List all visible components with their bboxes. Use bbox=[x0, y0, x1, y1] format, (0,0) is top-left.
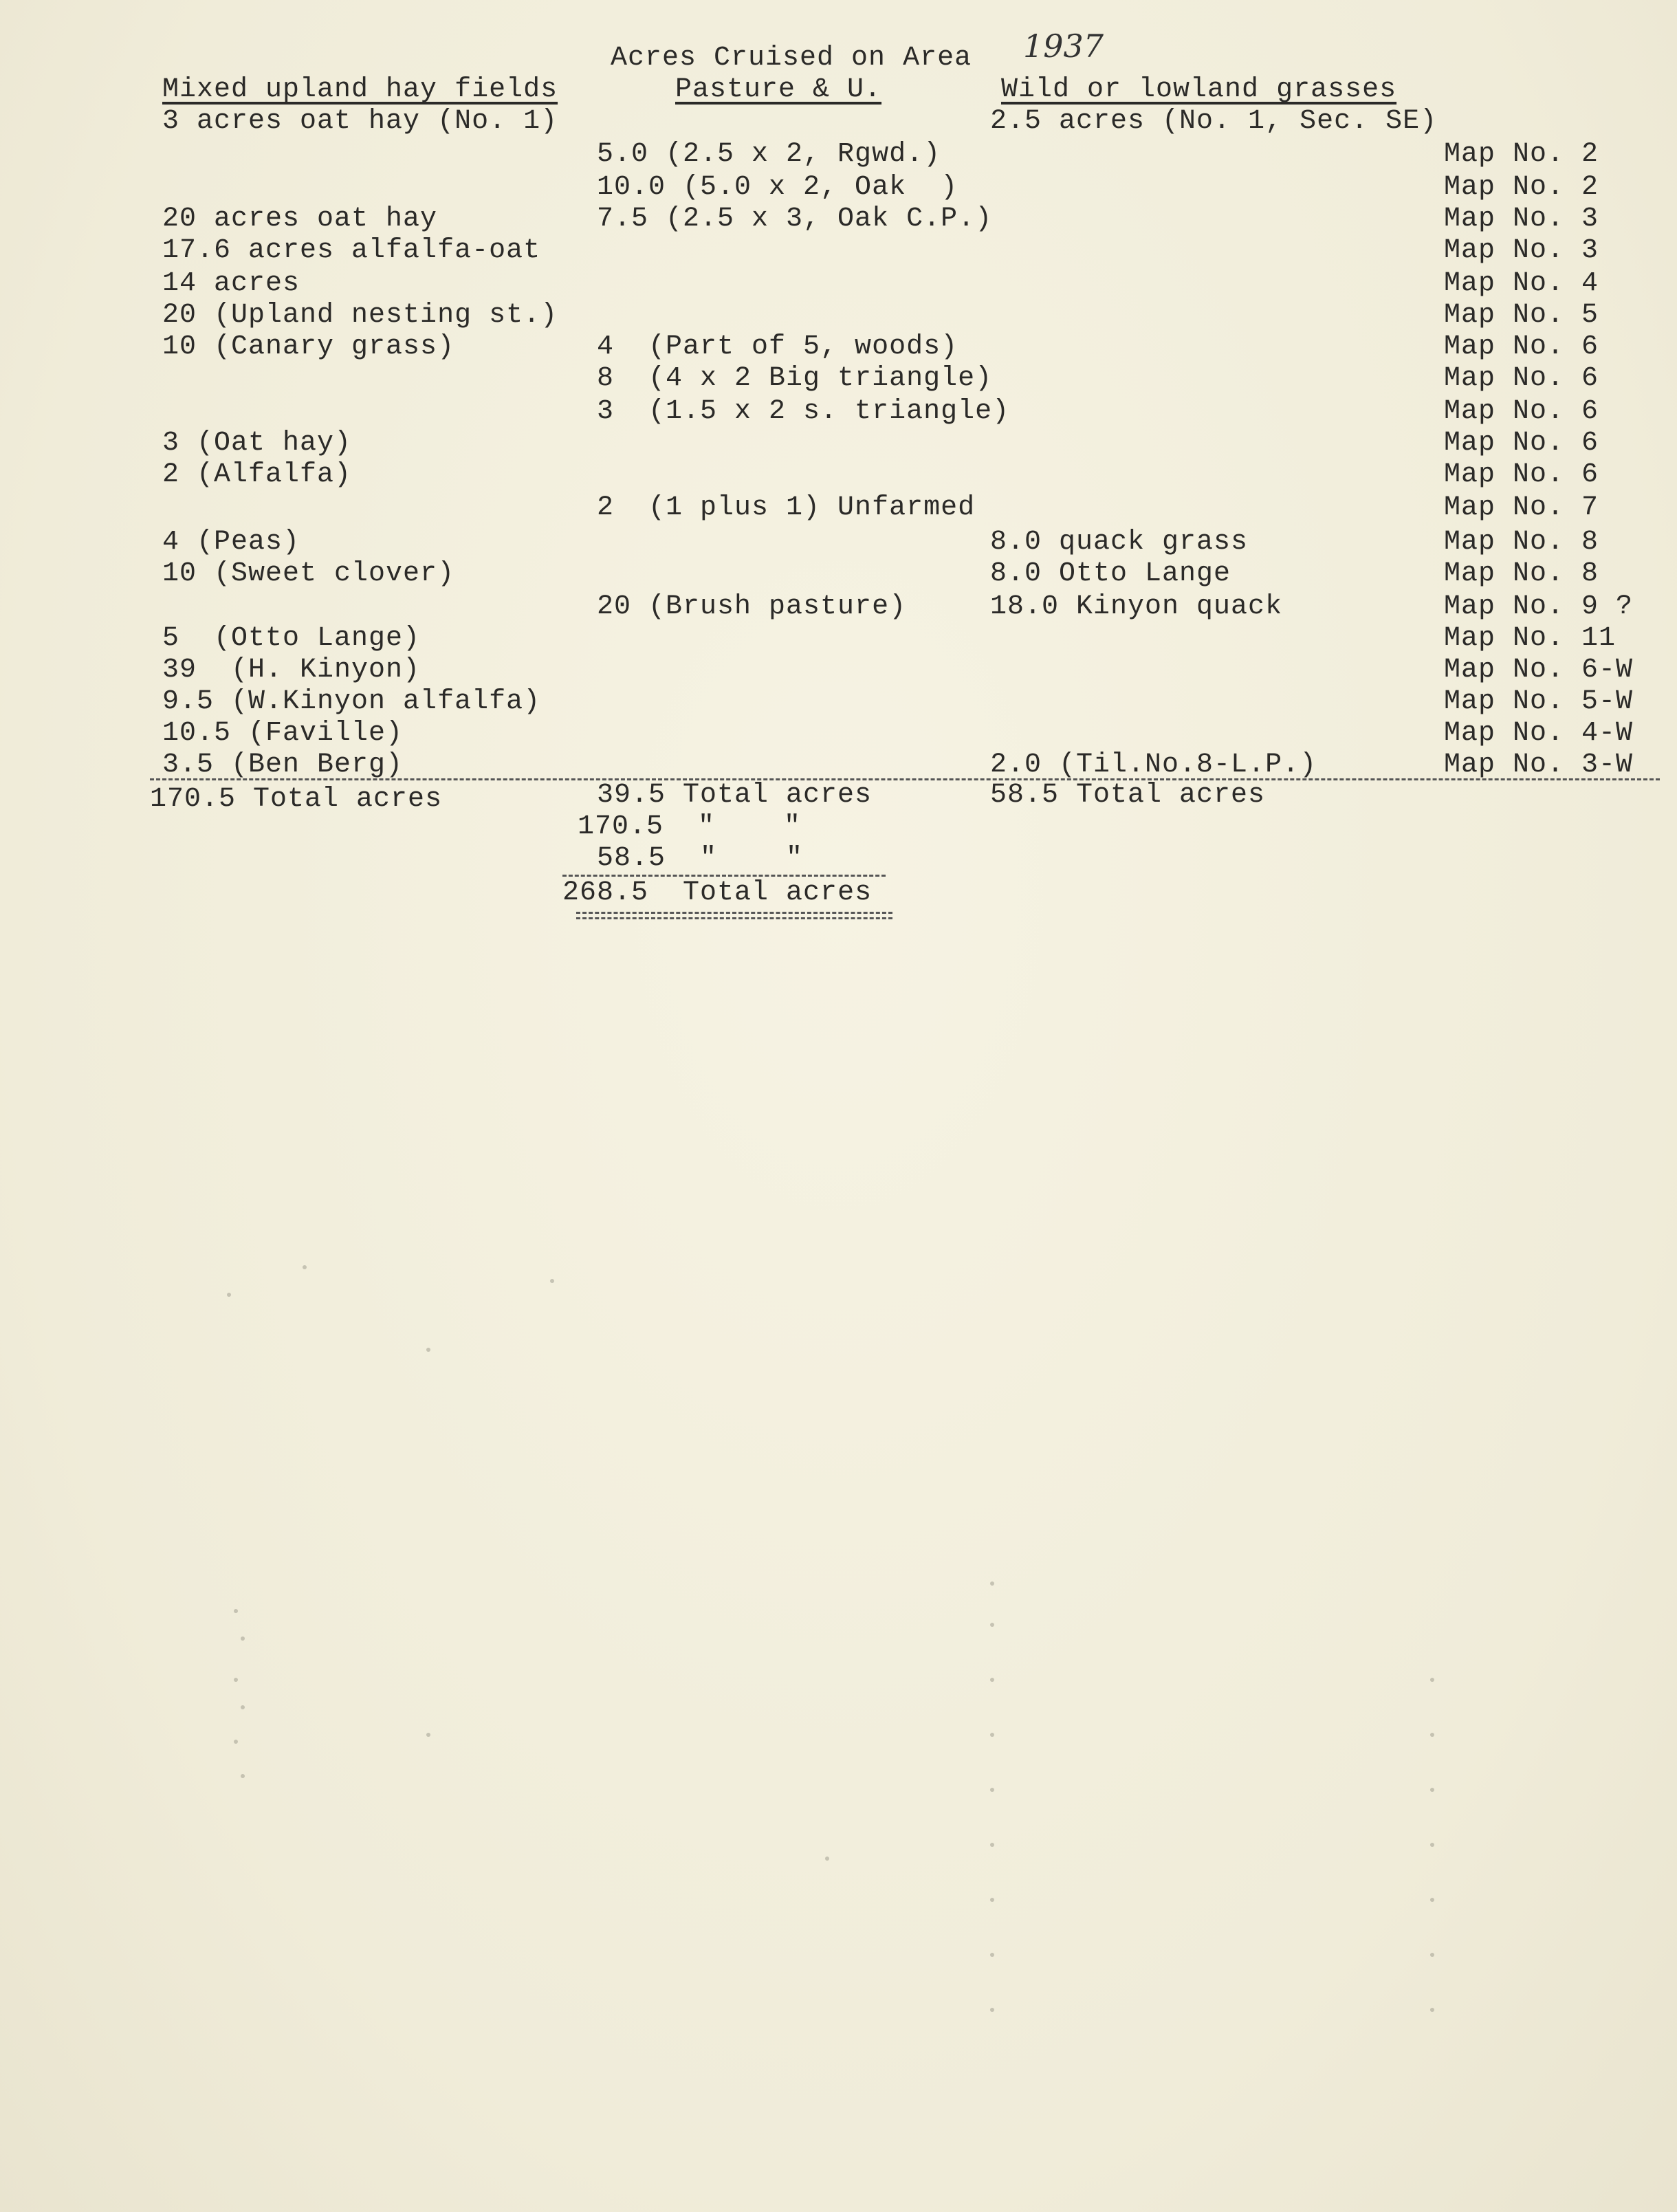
row-15-col-a: 10 (Sweet clover) bbox=[162, 558, 455, 589]
paper-speck bbox=[990, 1953, 994, 1957]
row-9-map-ref: Map No. 6 bbox=[1444, 363, 1599, 394]
paper-speck bbox=[550, 1279, 554, 1283]
paper-speck bbox=[241, 1636, 245, 1641]
paper-speck bbox=[234, 1678, 238, 1682]
row-21-col-c: 2.0 (Til.No.8-L.P.) bbox=[990, 749, 1317, 780]
row-5-col-a: 17.6 acres alfalfa-oat bbox=[162, 235, 541, 266]
table-title: Acres Cruised on Area bbox=[611, 43, 972, 74]
row-2-col-b: 5.0 (2.5 x 2, Rgwd.) bbox=[597, 139, 941, 170]
row-3-col-b: 10.0 (5.0 x 2, Oak ) bbox=[597, 172, 958, 203]
row-18-map-ref: Map No. 6-W bbox=[1444, 655, 1634, 686]
paper-speck bbox=[426, 1733, 430, 1737]
row-16-map-ref: Map No. 9 ? bbox=[1444, 591, 1634, 622]
paper-speck bbox=[990, 1581, 994, 1586]
row-19-map-ref: Map No. 5-W bbox=[1444, 686, 1634, 717]
row-1-col-a: 3 acres oat hay (No. 1) bbox=[162, 106, 558, 137]
row-10-map-ref: Map No. 6 bbox=[1444, 396, 1599, 427]
row-9-col-b: 8 (4 x 2 Big triangle) bbox=[597, 363, 993, 394]
row-15-map-ref: Map No. 8 bbox=[1444, 558, 1599, 589]
row-18-col-a: 39 (H. Kinyon) bbox=[162, 655, 421, 686]
grand-total: 268.5 Total acres bbox=[562, 877, 873, 908]
paper-speck bbox=[1430, 1788, 1434, 1792]
row-8-map-ref: Map No. 6 bbox=[1444, 331, 1599, 362]
row-4-col-b: 7.5 (2.5 x 3, Oak C.P.) bbox=[597, 204, 993, 234]
column-header-pasture: Pasture & U. bbox=[675, 74, 882, 105]
row-4-col-a: 20 acres oat hay bbox=[162, 204, 438, 234]
paper-speck bbox=[241, 1774, 245, 1778]
row-21-map-ref: Map No. 3-W bbox=[1444, 749, 1634, 780]
row-14-col-c: 8.0 quack grass bbox=[990, 527, 1249, 558]
row-7-map-ref: Map No. 5 bbox=[1444, 300, 1599, 331]
total-pasture: 39.5 Total acres bbox=[597, 780, 873, 811]
sum-line-lowland: 58.5 " " bbox=[597, 843, 804, 874]
total-lowland: 58.5 Total acres bbox=[990, 780, 1266, 811]
grand-total-rule bbox=[562, 875, 886, 877]
row-6-col-a: 14 acres bbox=[162, 268, 300, 299]
row-10-col-b: 3 (1.5 x 2 s. triangle) bbox=[597, 396, 1010, 427]
paper-speck bbox=[1430, 1678, 1434, 1682]
row-17-map-ref: Map No. 11 bbox=[1444, 623, 1616, 654]
row-13-map-ref: Map No. 7 bbox=[1444, 492, 1599, 523]
row-14-map-ref: Map No. 8 bbox=[1444, 527, 1599, 558]
column-header-lowland-grasses: Wild or lowland grasses bbox=[1001, 74, 1397, 105]
row-12-map-ref: Map No. 6 bbox=[1444, 459, 1599, 490]
total-upland-hay: 170.5 Total acres bbox=[150, 784, 443, 815]
row-17-col-a: 5 (Otto Lange) bbox=[162, 623, 421, 654]
row-16-col-c: 18.0 Kinyon quack bbox=[990, 591, 1283, 622]
row-13-col-b: 2 (1 plus 1) Unfarmed bbox=[597, 492, 976, 523]
row-11-col-a: 3 (Oat hay) bbox=[162, 428, 352, 459]
row-14-col-a: 4 (Peas) bbox=[162, 527, 300, 558]
paper-speck bbox=[227, 1293, 231, 1297]
grand-total-double-rule-1 bbox=[576, 912, 892, 914]
row-8-col-a: 10 (Canary grass) bbox=[162, 331, 455, 362]
paper-speck bbox=[241, 1705, 245, 1709]
grand-total-double-rule-2 bbox=[576, 917, 892, 919]
sum-line-upland: 170.5 " " bbox=[578, 811, 802, 842]
paper-speck bbox=[1430, 2008, 1434, 2012]
paper-speck bbox=[825, 1857, 829, 1861]
row-1-col-c: 2.5 acres (No. 1, Sec. SE) bbox=[990, 106, 1438, 137]
paper-speck bbox=[990, 1898, 994, 1902]
paper-speck bbox=[990, 1678, 994, 1682]
paper-speck bbox=[303, 1265, 307, 1269]
row-20-map-ref: Map No. 4-W bbox=[1444, 718, 1634, 749]
paper-speck bbox=[426, 1348, 430, 1352]
row-15-col-c: 8.0 Otto Lange bbox=[990, 558, 1231, 589]
paper-speck bbox=[990, 1788, 994, 1792]
paper-speck bbox=[1430, 1898, 1434, 1902]
paper-speck bbox=[990, 1843, 994, 1847]
row-19-col-a: 9.5 (W.Kinyon alfalfa) bbox=[162, 686, 541, 717]
paper-speck bbox=[990, 1623, 994, 1627]
row-16-col-b: 20 (Brush pasture) bbox=[597, 591, 907, 622]
row-11-map-ref: Map No. 6 bbox=[1444, 428, 1599, 459]
column-header-upland-hay: Mixed upland hay fields bbox=[162, 74, 558, 105]
row-12-col-a: 2 (Alfalfa) bbox=[162, 459, 352, 490]
paper-speck bbox=[234, 1609, 238, 1613]
row-5-map-ref: Map No. 3 bbox=[1444, 235, 1599, 266]
row-20-col-a: 10.5 (Faville) bbox=[162, 718, 404, 749]
row-8-col-b: 4 (Part of 5, woods) bbox=[597, 331, 958, 362]
row-21-col-a: 3.5 (Ben Berg) bbox=[162, 749, 404, 780]
paper-speck bbox=[1430, 1733, 1434, 1737]
row-3-map-ref: Map No. 2 bbox=[1444, 172, 1599, 203]
paper-speck bbox=[234, 1740, 238, 1744]
row-2-map-ref: Map No. 2 bbox=[1444, 139, 1599, 170]
paper-speck bbox=[990, 2008, 994, 2012]
row-4-map-ref: Map No. 3 bbox=[1444, 204, 1599, 234]
row-7-col-a: 20 (Upland nesting st.) bbox=[162, 300, 558, 331]
totals-rule bbox=[150, 778, 1660, 780]
paper-speck bbox=[1430, 1843, 1434, 1847]
row-6-map-ref: Map No. 4 bbox=[1444, 268, 1599, 299]
year-annotation: 1937 bbox=[1023, 28, 1104, 65]
paper-speck bbox=[990, 1733, 994, 1737]
paper-speck bbox=[1430, 1953, 1434, 1957]
